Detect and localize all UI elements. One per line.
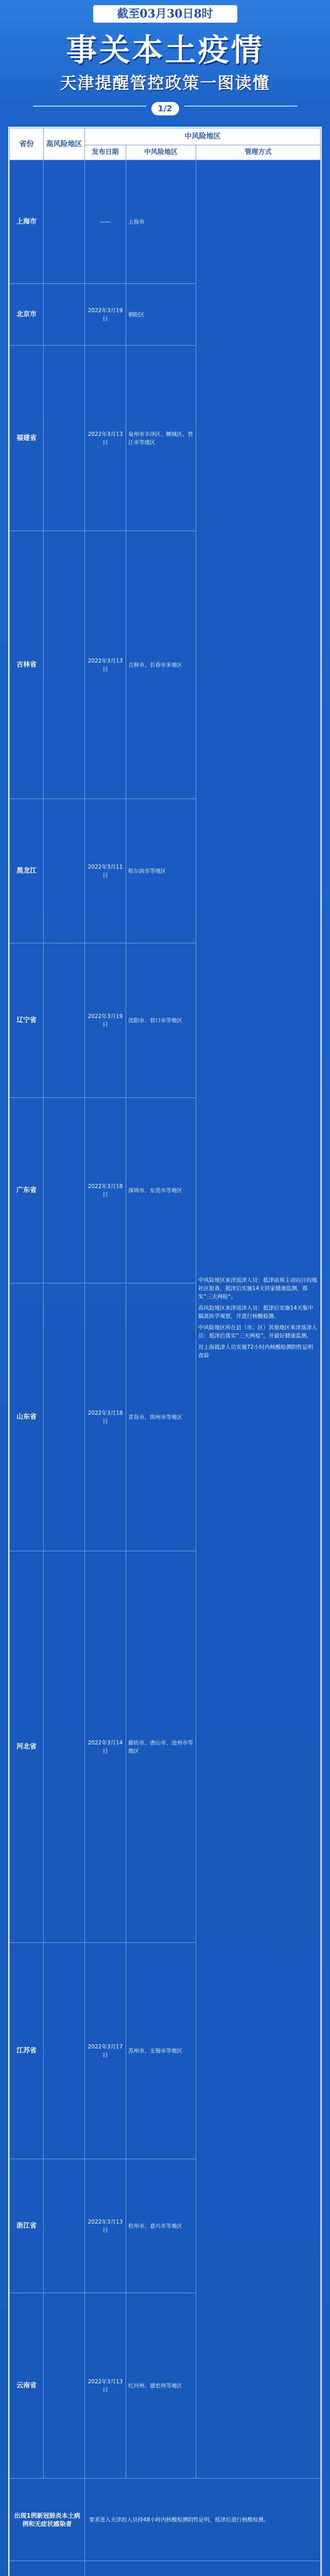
row-date: 2022年3月13日 — [85, 2159, 126, 2293]
summary-row-2 — [10, 2561, 321, 2576]
row-risk — [44, 160, 85, 284]
row-date: 2022年3月13日 — [85, 346, 126, 531]
row-province: 上海市 — [10, 160, 44, 284]
summary-label-2 — [10, 2561, 85, 2576]
row-risk — [44, 943, 85, 1098]
pill-line — [0, 97, 330, 115]
summary-row-1 — [10, 2479, 321, 2561]
row-risk — [44, 2159, 85, 2293]
col-medium-group: 中风险地区 — [85, 128, 321, 145]
policy-text-1: 中风险地区来津返津人员：抵津前须主动向目的地社区报备，抵津后实施14天居家健康监测，落实“三天两检”。 — [198, 1277, 317, 1300]
page-title: 事关本土疫情 — [66, 32, 264, 69]
row-province: 河北省 — [10, 1551, 44, 1943]
row-province: 广东省 — [10, 1098, 44, 1283]
row-area: 哈尔滨市等地区 — [126, 799, 196, 943]
row-area: 红河州、德宏州等地区 — [126, 2293, 196, 2479]
col-policy: 管理方式 — [196, 145, 321, 160]
date-banner: 截至03月30日8时 — [93, 5, 237, 23]
row-area: 上海市 — [126, 160, 196, 284]
row-area: 泉州市丰泽区、鲤城区、晋江市等地区 — [126, 346, 196, 531]
row-date: —— — [85, 160, 126, 284]
divider-left — [33, 106, 146, 107]
row-risk — [44, 1943, 85, 2159]
row-risk — [44, 531, 85, 799]
summary-text-1: 要求进入天津的人员持48小时内核酸检测阴性证明，抵津后进行核酸检测。 — [85, 2479, 321, 2561]
row-date: 2022年3月18日 — [85, 1283, 126, 1551]
row-date: 2022年3月17日 — [85, 1943, 126, 2159]
col-risk: 高风险地区 — [44, 128, 85, 160]
row-province: 山东省 — [10, 1283, 44, 1551]
row-date: 2022年3月11日 — [85, 799, 126, 943]
row-date: 2022年3月19日 — [85, 284, 126, 346]
row-area: 朝阳区 — [126, 284, 196, 346]
row-province: 福建省 — [10, 346, 44, 531]
hero — [0, 23, 330, 120]
policy-text-row0: 对上海抵津人员实施72小时内核酸检测阴性证明查验 — [198, 1344, 314, 1359]
row-area: 杭州市、嘉兴市等地区 — [126, 2159, 196, 2293]
row-risk — [44, 1283, 85, 1551]
row-risk — [44, 799, 85, 943]
row-date: 2022年3月19日 — [85, 943, 126, 1098]
row-area: 沈阳市、营口市等地区 — [126, 943, 196, 1098]
table-header-row — [10, 128, 321, 145]
row-province: 北京市 — [10, 284, 44, 346]
row-area: 吉林市、长春市多地区 — [126, 531, 196, 799]
row-province: 黑龙江 — [10, 799, 44, 943]
row-date: 2022年3月13日 — [85, 531, 126, 799]
row-date: 2022年3月14日 — [85, 1551, 126, 1943]
row-province: 浙江省 — [10, 2159, 44, 2293]
col-area: 中风险地区 — [126, 145, 196, 160]
policy-table — [8, 127, 322, 2576]
col-province: 省份 — [10, 128, 44, 160]
row-area: 青岛市、滨州市等地区 — [126, 1283, 196, 1551]
row-date: 2022年3月18日 — [85, 1098, 126, 1283]
row-area: 廊坊市、唐山市、沧州市等地区 — [126, 1551, 196, 1943]
row-province: 云南省 — [10, 2293, 44, 2479]
summary-label-1: 出现1例新冠肺炎本土病例和无症状感染者 — [10, 2479, 85, 2561]
policy-text-3: 中风险地区所在县（市、区）其他地区来津返津人员：抵津后落实“三天两检”，并做好健康监测。 — [198, 1324, 317, 1339]
page-subtitle: 天津提醒管控政策一图读懂 — [60, 73, 270, 93]
row-province: 江苏省 — [10, 1943, 44, 2159]
row-area: 苏州市、无锡市等地区 — [126, 1943, 196, 2159]
row-date: 2022年3月13日 — [85, 2293, 126, 2479]
row-risk — [44, 1551, 85, 1943]
row-province: 吉林省 — [10, 531, 44, 799]
row-risk — [44, 1098, 85, 1283]
policy-table-grid — [9, 128, 321, 2576]
row-risk — [44, 346, 85, 531]
table-row — [10, 160, 321, 284]
row-risk — [44, 2293, 85, 2479]
row-risk — [44, 284, 85, 346]
summary-text-2 — [85, 2561, 321, 2576]
col-date: 发布日期 — [85, 145, 126, 160]
page-indicator: 1/2 — [151, 102, 179, 115]
divider-right — [184, 106, 298, 107]
policy-text-2: 高风险地区来津返津人员：抵津后实施14天集中隔离医学观察，并进行核酸检测。 — [198, 1304, 314, 1319]
row-policy — [196, 160, 321, 2479]
row-province: 辽宁省 — [10, 943, 44, 1098]
row-area: 深圳市、东莞市等地区 — [126, 1098, 196, 1283]
